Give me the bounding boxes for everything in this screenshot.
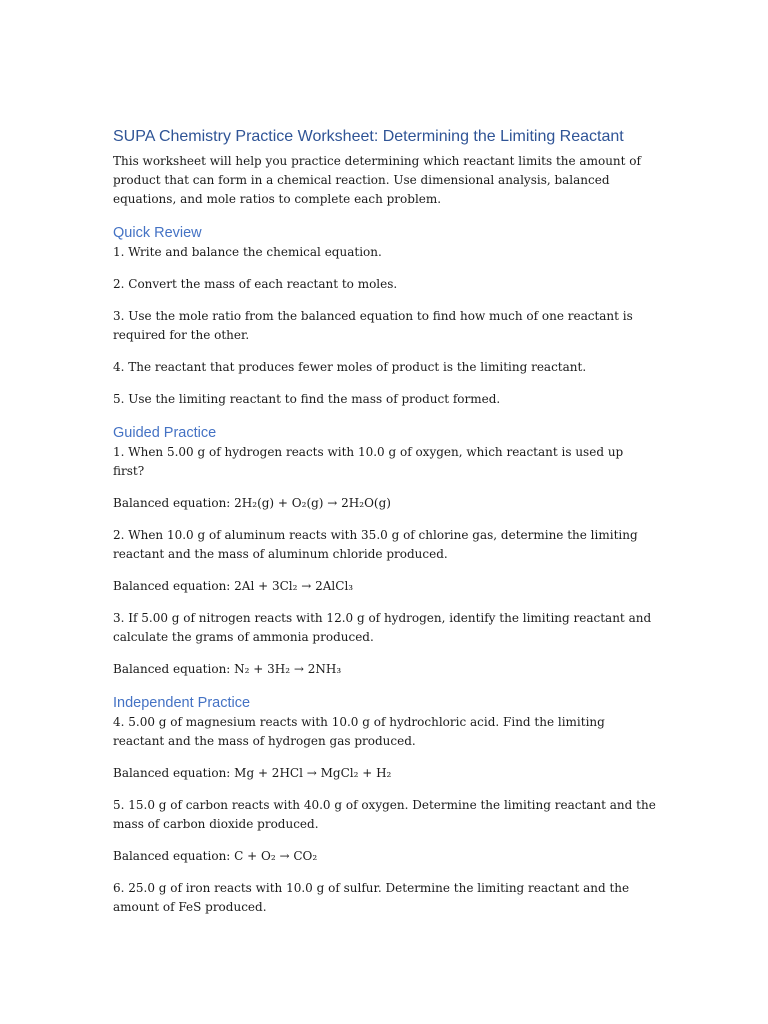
independent-practice-heading: Independent Practice bbox=[113, 695, 251, 711]
balanced-equation: Balanced equation: 2H₂(g) + O₂(g) → 2H₂O(g) bbox=[113, 496, 391, 510]
balanced-equation: Balanced equation: 2Al + 3Cl₂ → 2AlCl₃ bbox=[113, 579, 354, 593]
balanced-equation: Balanced equation: Mg + 2HCl → MgCl₂ + H₂ bbox=[113, 766, 392, 780]
review-step: 5. Use the limiting reactant to find the mass of product formed. bbox=[113, 392, 501, 406]
quick-review-heading: Quick Review bbox=[113, 225, 202, 241]
guided-practice-heading: Guided Practice bbox=[113, 425, 217, 441]
problem-question: 6. 25.0 g of iron reacts with 10.0 g of sulfur. Determine the limiting reactant and the amount of FeS produced. bbox=[113, 881, 630, 914]
problem-question: 4. 5.00 g of magnesium reacts with 10.0 g of hydrochloric acid. Find the limiting reactant and the mass of hydrogen gas produced. bbox=[113, 715, 605, 748]
balanced-equation: Balanced equation: C + O₂ → CO₂ bbox=[113, 849, 318, 863]
problem-question: 5. 15.0 g of carbon reacts with 40.0 g of oxygen. Determine the limiting reactant and the mass of carbon dioxide produced. bbox=[113, 798, 656, 831]
balanced-equation: Balanced equation: N₂ + 3H₂ → 2NH₃ bbox=[113, 662, 342, 676]
problem-question: 1. When 5.00 g of hydrogen reacts with 10.0 g of oxygen, which reactant is used up first? bbox=[113, 445, 624, 478]
independent-practice-section bbox=[113, 693, 656, 917]
review-step: 4. The reactant that produces fewer moles of product is the limiting reactant. bbox=[113, 360, 587, 374]
review-step: 1. Write and balance the chemical equation. bbox=[113, 245, 382, 259]
quick-review-section bbox=[113, 223, 656, 409]
problem-question: 3. If 5.00 g of nitrogen reacts with 12.0 g of hydrogen, identify the limiting reactant and calculate the grams of ammonia produced. bbox=[113, 611, 652, 644]
review-step: 3. Use the mole ratio from the balanced equation to find how much of one reactant is required for the other. bbox=[113, 309, 633, 342]
guided-practice-section bbox=[113, 423, 656, 679]
problem-question: 2. When 10.0 g of aluminum reacts with 35.0 g of chlorine gas, determine the limiting reactant and the mass of aluminum chloride produced. bbox=[113, 528, 638, 561]
review-step: 2. Convert the mass of each reactant to moles. bbox=[113, 277, 398, 291]
intro-paragraph: This worksheet will help you practice determining which reactant limits the amount of product that can form in a chemical reaction. Use dimensional analysis, balanced equations, and mole ratios to complete each problem. bbox=[113, 154, 641, 206]
worksheet-title: SUPA Chemistry Practice Worksheet: Determining the Limiting Reactant bbox=[113, 128, 624, 145]
